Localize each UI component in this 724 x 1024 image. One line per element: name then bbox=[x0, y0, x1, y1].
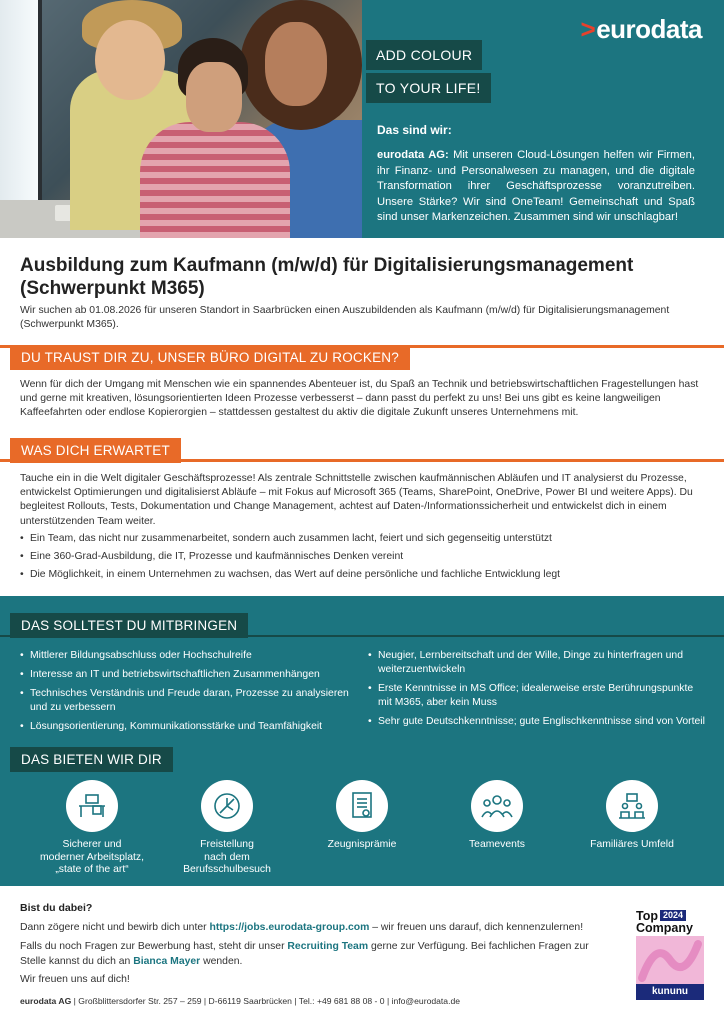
section-heading-erwartet: WAS DICH ERWARTET bbox=[10, 438, 181, 463]
closing-text: Wir freuen uns auf dich! bbox=[20, 974, 130, 985]
requirements-list-right bbox=[368, 649, 708, 734]
job-title: Ausbildung zum Kaufmann (m/w/d) für Digitalisierungsmanagement (Schwerpunkt M365) bbox=[20, 255, 634, 299]
company-address: eurodata AG | Großblittersdorfer Str. 257 – 259 | D-66119 Saarbrücken | Tel.: +49 681 88 08 - 0 | info@eurodata.de bbox=[20, 996, 461, 1006]
kununu-top-company-badge: Top 2024 Company kununu bbox=[636, 910, 704, 1006]
job-subtitle: Wir suchen ab 01.08.2026 für unseren Standort in Saarbrücken einen Auszubildenden als Kaufmann (m/w/d) für Digitalisierungsmanagement (Schwerpunkt M365). bbox=[20, 305, 670, 330]
clock-icon bbox=[201, 780, 253, 832]
section-text-rocken: Wenn für dich der Umgang mit Menschen wie ein spannendes Abenteuer ist, du Spaß an Technik und betriebswirtschaftlichen Fragestellungen hast und gerne mit kreativen, lösungsorientierten Ideen Prozesse verbesserst – dann passt du perfekt zu uns! Bei uns gibt es keine langweiligen Kaffeefahrten oder endlose Kopierorgien – stattdessen gestaltest du aktiv die digitale Zukunft unseres Unternehmens mit. bbox=[20, 379, 699, 419]
section-heading-rocken: DU TRAUST DIR ZU, UNSER BÜRO DIGITAL ZU ROCKEN? bbox=[10, 345, 410, 370]
list-item: • Sehr gute Deutschkenntnisse; gute Englischkenntnisse sind von Vorteil bbox=[368, 715, 708, 729]
header bbox=[0, 0, 724, 238]
benefit-teamevents: Teamevents bbox=[427, 780, 567, 852]
section-heading-bieten: DAS BIETEN WIR DIR bbox=[10, 747, 173, 772]
list-item: • Mittlerer Bildungsabschluss oder Hochschulreife bbox=[20, 649, 365, 663]
team-photo bbox=[0, 0, 362, 238]
benefit-exemption: Freistellung nach dem Berufsschulbesuch bbox=[157, 780, 297, 877]
family-icon bbox=[606, 780, 658, 832]
requirements-list-left bbox=[20, 649, 365, 739]
apply-text: Dann zögere nicht und bewirb dich unter https://jobs.eurodata-group.com – wir freuen uns darauf, dich kennenzulernen! bbox=[20, 922, 584, 933]
slogan-tag-1: ADD COLOUR bbox=[366, 40, 482, 70]
list-item: • Die Möglichkeit, in einem Unternehmen zu wachsen, das Wert auf deine persönliche und fachliche Entwicklung legt bbox=[20, 568, 710, 582]
recruiting-team-link[interactable]: Recruiting Team bbox=[287, 941, 369, 952]
erwartet-list bbox=[20, 532, 710, 586]
benefit-workplace: Sicherer und moderner Arbeitsplatz, „state of the art“ bbox=[22, 780, 162, 877]
apply-link[interactable]: https://jobs.eurodata-group.com bbox=[209, 922, 370, 933]
benefit-family: Familiäres Umfeld bbox=[562, 780, 702, 852]
benefits-row bbox=[0, 780, 724, 880]
certificate-icon bbox=[336, 780, 388, 832]
benefit-bonus: Zeugnisprämie bbox=[292, 780, 432, 852]
section-text-erwartet: Tauche ein in die Welt digitaler Geschäftsprozesse! Als zentrale Schnittstelle zwischen kaufmännischen Abläufen und IT analysierst du Prozesse, entwickelst Optimierungen und digitalisierst Abläufe – mit Fokus auf Microsoft 365 (Teams, SharePoint, OneDrive, Power BI und weitere Apps). Du begleitest Rollouts, Tests, Dokumentation und Change Management, achtest auf Daten-/Informationssicherheit und entwickelst dich in einem unterstützenden Team weiter. bbox=[20, 473, 693, 527]
list-item: • Neugier, Lernbereitschaft und der Wille, Dinge zu hinterfragen und weiterzuentwickeln bbox=[368, 649, 708, 677]
list-item: • Erste Kenntnisse in MS Office; idealerweise erste Berührungspunkte mit M365, aber kein Muss bbox=[368, 682, 708, 710]
list-item: • Ein Team, das nicht nur zusammenarbeitet, sondern auch zusammen lacht, feiert und sich gegenseitig unterstützt bbox=[20, 532, 710, 546]
kununu-logo: kununu bbox=[636, 984, 704, 1000]
intro-text: eurodata AG: Mit unseren Cloud-Lösungen helfen wir Firmen, ihr Finanz- und Personalwesen zu managen, und die digitale Transformation ihrer Geschäftsprozesse voranzutreiben. Unsere Stärke? Wir sind OneTeam! Gemeinschaft und Spaß sind unser Markenzeichen. Zusammen sind wir unschlagbar! bbox=[377, 149, 695, 224]
list-item: • Technisches Verständnis und Freude daran, Prozesse zu analysieren und zu verbessern bbox=[20, 687, 365, 715]
desk-icon bbox=[66, 780, 118, 832]
list-item: • Interesse an IT und betriebswirtschaftlichen Zusammenhängen bbox=[20, 668, 365, 682]
intro-heading: Das sind wir: bbox=[377, 123, 452, 137]
call-to-action-heading: Bist du dabei? bbox=[20, 902, 93, 914]
slogan-tag-2: TO YOUR LIFE! bbox=[366, 73, 491, 103]
contact-person-link[interactable]: Bianca Mayer bbox=[133, 955, 201, 967]
contact-text: Falls du noch Fragen zur Bewerbung hast, steht dir unser Recruiting Team gerne zur Verfügung. Bei fachlichen Fragen zur Stelle kannst du dich an Bianca Mayer wenden. bbox=[20, 941, 589, 967]
eurodata-logo[interactable]: >eurodata bbox=[580, 14, 702, 44]
badge-pattern bbox=[636, 936, 704, 984]
team-icon bbox=[471, 780, 523, 832]
list-item: • Eine 360-Grad-Ausbildung, die IT, Prozesse und kaufmännisches Denken vereint bbox=[20, 550, 710, 564]
list-item: • Lösungsorientierung, Kommunikationsstärke und Teamfähigkeit bbox=[20, 720, 365, 734]
section-heading-mitbringen: DAS SOLLTEST DU MITBRINGEN bbox=[10, 613, 248, 638]
